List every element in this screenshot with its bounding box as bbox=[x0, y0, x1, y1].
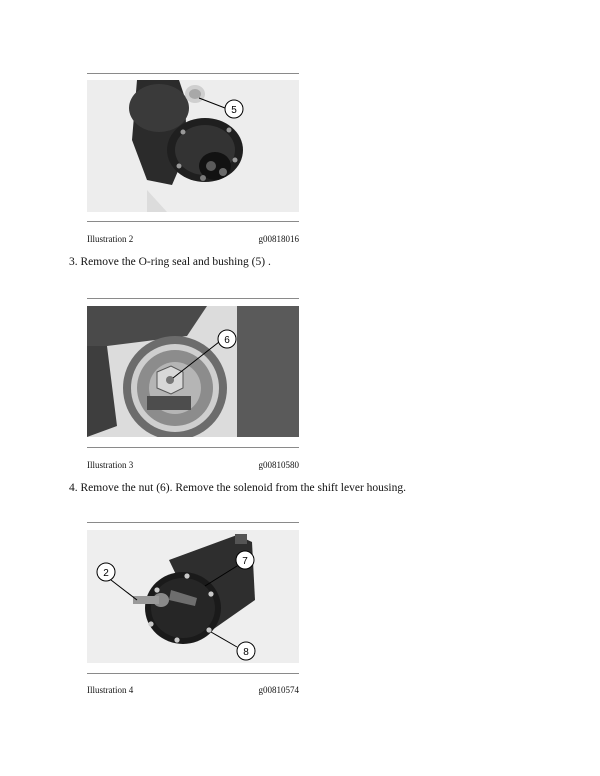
figure-3-bottom-rule bbox=[87, 447, 299, 448]
figure-4-bottom-rule bbox=[87, 673, 299, 674]
figure-3-photo bbox=[87, 306, 299, 437]
callout-8: 8 bbox=[243, 647, 249, 658]
callout-2: 2 bbox=[103, 568, 109, 579]
figure-label: Illustration 2 bbox=[87, 234, 134, 244]
figure-label: Illustration 3 bbox=[87, 460, 134, 470]
figure-2-top-rule bbox=[87, 73, 299, 74]
figure-4-caption bbox=[87, 685, 299, 695]
figure-code: g00810580 bbox=[258, 460, 299, 470]
figure-3-caption bbox=[87, 460, 299, 470]
figure-2-caption bbox=[87, 234, 299, 244]
figure-code: g00810574 bbox=[258, 685, 299, 695]
step-3: 3. Remove the O-ring seal and bushing (5) . bbox=[69, 256, 271, 268]
figure-label: Illustration 4 bbox=[87, 685, 134, 695]
figure-2-photo bbox=[87, 80, 299, 212]
figure-4-top-rule bbox=[87, 522, 299, 523]
figure-3-top-rule bbox=[87, 298, 299, 299]
callout-5: 5 bbox=[231, 105, 237, 116]
figure-code: g00818016 bbox=[258, 234, 299, 244]
figure-4-photo bbox=[87, 530, 299, 663]
callout-7: 7 bbox=[242, 556, 248, 567]
callout-6: 6 bbox=[224, 335, 230, 346]
figure-2-bottom-rule bbox=[87, 221, 299, 222]
step-4: 4. Remove the nut (6). Remove the solenoid from the shift lever housing. bbox=[69, 482, 406, 494]
